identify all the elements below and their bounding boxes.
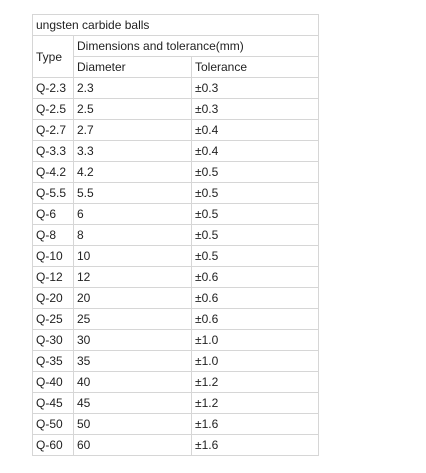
cell-tolerance: ±1.6 (192, 414, 319, 435)
header-dimensions-group: Dimensions and tolerance(mm) (74, 36, 319, 57)
cell-diameter: 60 (74, 435, 192, 456)
table-row (33, 372, 319, 393)
table-header-row (33, 36, 319, 57)
table-row (33, 267, 319, 288)
cell-type: Q-60 (33, 435, 74, 456)
cell-tolerance: ±0.4 (192, 141, 319, 162)
cell-type: Q-50 (33, 414, 74, 435)
table-body (33, 15, 319, 456)
cell-diameter: 10 (74, 246, 192, 267)
cell-type: Q-30 (33, 330, 74, 351)
cell-diameter: 25 (74, 309, 192, 330)
table-row (33, 288, 319, 309)
header-tolerance: Tolerance (192, 57, 319, 78)
tungsten-carbide-balls-table (32, 14, 319, 456)
cell-diameter: 30 (74, 330, 192, 351)
table-subheader-row (33, 57, 319, 78)
cell-type: Q-20 (33, 288, 74, 309)
cell-type: Q-4.2 (33, 162, 74, 183)
table-row (33, 309, 319, 330)
table-row (33, 99, 319, 120)
cell-type: Q-6 (33, 204, 74, 225)
table-row (33, 414, 319, 435)
cell-diameter: 5.5 (74, 183, 192, 204)
cell-tolerance: ±0.6 (192, 288, 319, 309)
cell-tolerance: ±1.0 (192, 330, 319, 351)
cell-type: Q-25 (33, 309, 74, 330)
cell-tolerance: ±0.5 (192, 162, 319, 183)
cell-type: Q-5.5 (33, 183, 74, 204)
cell-diameter: 12 (74, 267, 192, 288)
cell-diameter: 6 (74, 204, 192, 225)
cell-tolerance: ±0.5 (192, 246, 319, 267)
cell-tolerance: ±1.2 (192, 372, 319, 393)
cell-diameter: 20 (74, 288, 192, 309)
table-row (33, 141, 319, 162)
cell-diameter: 2.5 (74, 99, 192, 120)
cell-diameter: 2.7 (74, 120, 192, 141)
table-row (33, 183, 319, 204)
cell-diameter: 35 (74, 351, 192, 372)
table-row (33, 435, 319, 456)
cell-tolerance: ±0.5 (192, 225, 319, 246)
table-row (33, 393, 319, 414)
cell-tolerance: ±0.6 (192, 267, 319, 288)
cell-type: Q-40 (33, 372, 74, 393)
cell-diameter: 45 (74, 393, 192, 414)
cell-diameter: 2.3 (74, 78, 192, 99)
cell-tolerance: ±0.3 (192, 99, 319, 120)
table-row (33, 120, 319, 141)
cell-tolerance: ±0.6 (192, 309, 319, 330)
table-row (33, 78, 319, 99)
cell-type: Q-2.5 (33, 99, 74, 120)
header-diameter: Diameter (74, 57, 192, 78)
cell-tolerance: ±0.3 (192, 78, 319, 99)
cell-type: Q-8 (33, 225, 74, 246)
header-type: Type (33, 36, 74, 78)
cell-type: Q-2.7 (33, 120, 74, 141)
table-row (33, 351, 319, 372)
cell-diameter: 8 (74, 225, 192, 246)
cell-type: Q-2.3 (33, 78, 74, 99)
cell-tolerance: ±0.5 (192, 204, 319, 225)
table-row (33, 162, 319, 183)
table-row (33, 330, 319, 351)
cell-tolerance: ±0.5 (192, 183, 319, 204)
cell-tolerance: ±0.4 (192, 120, 319, 141)
cell-diameter: 50 (74, 414, 192, 435)
cell-tolerance: ±1.6 (192, 435, 319, 456)
cell-diameter: 4.2 (74, 162, 192, 183)
cell-type: Q-3.3 (33, 141, 74, 162)
cell-type: Q-12 (33, 267, 74, 288)
table-row (33, 204, 319, 225)
cell-type: Q-35 (33, 351, 74, 372)
table-title: ungsten carbide balls (33, 15, 319, 36)
cell-diameter: 40 (74, 372, 192, 393)
cell-tolerance: ±1.2 (192, 393, 319, 414)
table-row (33, 225, 319, 246)
table-row (33, 246, 319, 267)
cell-type: Q-10 (33, 246, 74, 267)
cell-tolerance: ±1.0 (192, 351, 319, 372)
cell-type: Q-45 (33, 393, 74, 414)
table-title-row (33, 15, 319, 36)
cell-diameter: 3.3 (74, 141, 192, 162)
